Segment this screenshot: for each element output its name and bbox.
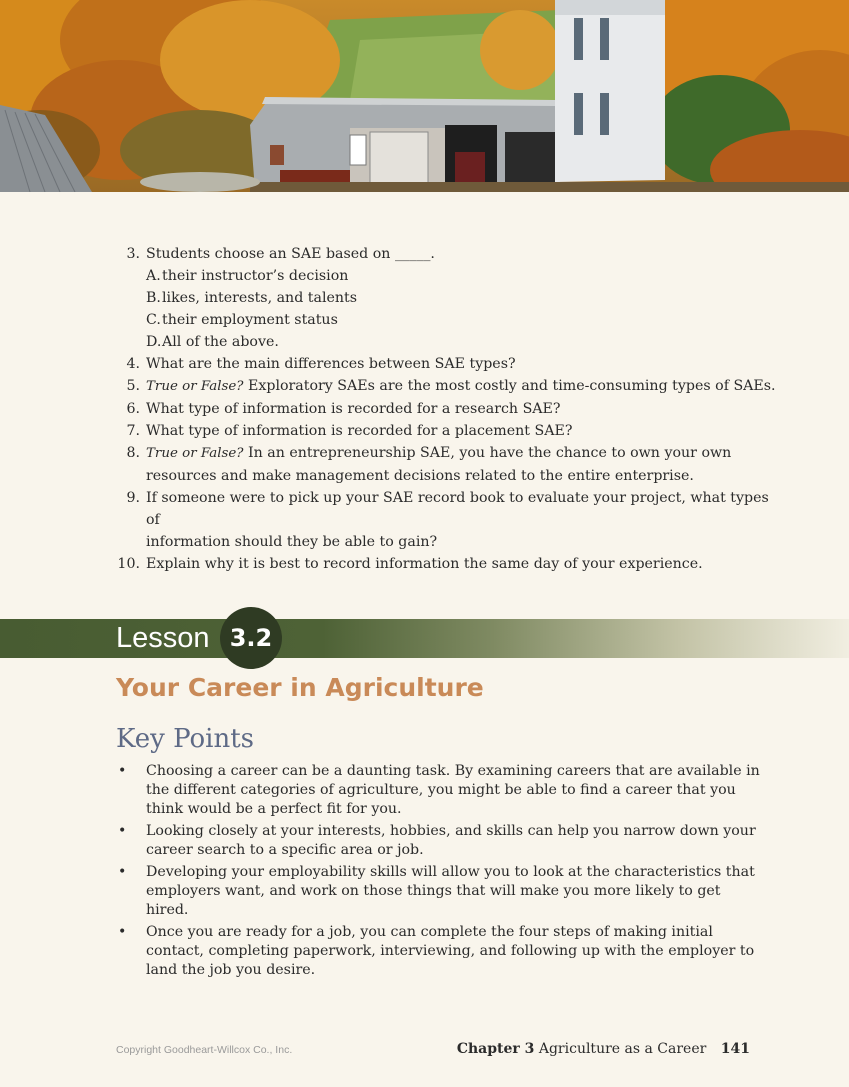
true-false-prefix: True or False?	[146, 446, 244, 461]
lesson-title: Your Career in Agriculture	[116, 673, 484, 702]
key-point-item	[116, 762, 761, 819]
farm-scene-illustration	[0, 0, 849, 192]
question-text-continued: resources and make management decisions related to the entire enterprise.	[146, 468, 694, 484]
lesson-label: Lesson	[116, 622, 210, 654]
answer-option-d	[146, 331, 776, 353]
question-number: 3.	[126, 246, 140, 262]
question-7	[116, 420, 776, 442]
lesson-number-badge: 3.2	[220, 607, 282, 669]
question-number: 4.	[126, 356, 140, 372]
key-point-item	[116, 863, 761, 920]
copyright-notice: Copyright Goodheart-Willcox Co., Inc.	[116, 1044, 293, 1056]
question-6	[116, 398, 776, 420]
page-number: 141	[720, 1041, 750, 1057]
option-text: likes, interests, and talents	[162, 290, 358, 306]
question-text: What type of information is recorded for a research SAE?	[146, 401, 561, 417]
key-point-text: Once you are ready for a job, you can complete the four steps of making initial contact, completing paperwork, interviewing, and following up with the employer to land the job you desire.	[146, 924, 755, 978]
key-point-item	[116, 822, 761, 860]
question-10	[116, 553, 776, 575]
option-text: All of the above.	[162, 334, 279, 350]
question-text: What are the main differences between SAE types?	[146, 356, 516, 372]
question-number: 8.	[126, 445, 140, 461]
question-text: In an entrepreneurship SAE, you have the chance to own your own	[248, 445, 732, 461]
review-questions-list	[116, 243, 776, 575]
option-letter: B.	[146, 290, 161, 306]
question-text-continued: information should they be able to gain?	[146, 534, 438, 550]
question-text: What type of information is recorded for a placement SAE?	[146, 423, 573, 439]
key-points-list	[116, 762, 761, 983]
answer-option-b	[146, 287, 776, 309]
option-letter: A.	[146, 268, 161, 284]
answer-options	[146, 265, 776, 353]
question-text: Exploratory SAEs are the most costly and time-consuming types of SAEs.	[248, 378, 776, 394]
chapter-reference	[457, 1041, 750, 1057]
key-point-text: Developing your employability skills will allow you to look at the characteristics that employers want, and work on those things that will make you more likely to get hired.	[146, 864, 755, 918]
question-number: 6.	[126, 401, 140, 417]
bullet-icon: •	[118, 763, 127, 779]
page-footer	[0, 1041, 849, 1061]
key-point-text: Choosing a career can be a daunting task. By examining careers that are available in the different categories of agriculture, you might be able to find a career that you think would be a perfect fit for you.	[146, 763, 760, 817]
banner-photo	[0, 0, 849, 192]
option-text: their instructor’s decision	[162, 268, 349, 284]
key-points-heading: Key Points	[116, 724, 255, 754]
key-point-item	[116, 923, 761, 980]
bullet-icon: •	[118, 924, 127, 940]
option-letter: D.	[146, 334, 162, 350]
question-text: If someone were to pick up your SAE record book to evaluate your project, what types of	[146, 490, 769, 528]
question-9	[116, 487, 776, 553]
chapter-title: Agriculture as a Career	[538, 1041, 707, 1057]
bullet-icon: •	[118, 864, 127, 880]
question-3	[116, 243, 776, 353]
bullet-icon: •	[118, 823, 127, 839]
question-text: Students choose an SAE based on _____.	[146, 246, 435, 262]
answer-option-c	[146, 309, 776, 331]
question-number: 5.	[126, 378, 140, 394]
question-8	[116, 442, 776, 487]
question-text: Explain why it is best to record information the same day of your experience.	[146, 556, 703, 572]
question-number: 7.	[126, 423, 140, 439]
question-5	[116, 375, 776, 398]
option-letter: C.	[146, 312, 161, 328]
question-number: 9.	[126, 490, 140, 506]
chapter-label: Chapter 3	[456, 1041, 535, 1057]
question-4	[116, 353, 776, 375]
option-text: their employment status	[162, 312, 338, 328]
question-number: 10.	[117, 556, 140, 572]
true-false-prefix: True or False?	[146, 379, 244, 394]
answer-option-a	[146, 265, 776, 287]
key-point-text: Looking closely at your interests, hobbies, and skills can help you narrow down your career search to a specific area or job.	[146, 823, 756, 858]
